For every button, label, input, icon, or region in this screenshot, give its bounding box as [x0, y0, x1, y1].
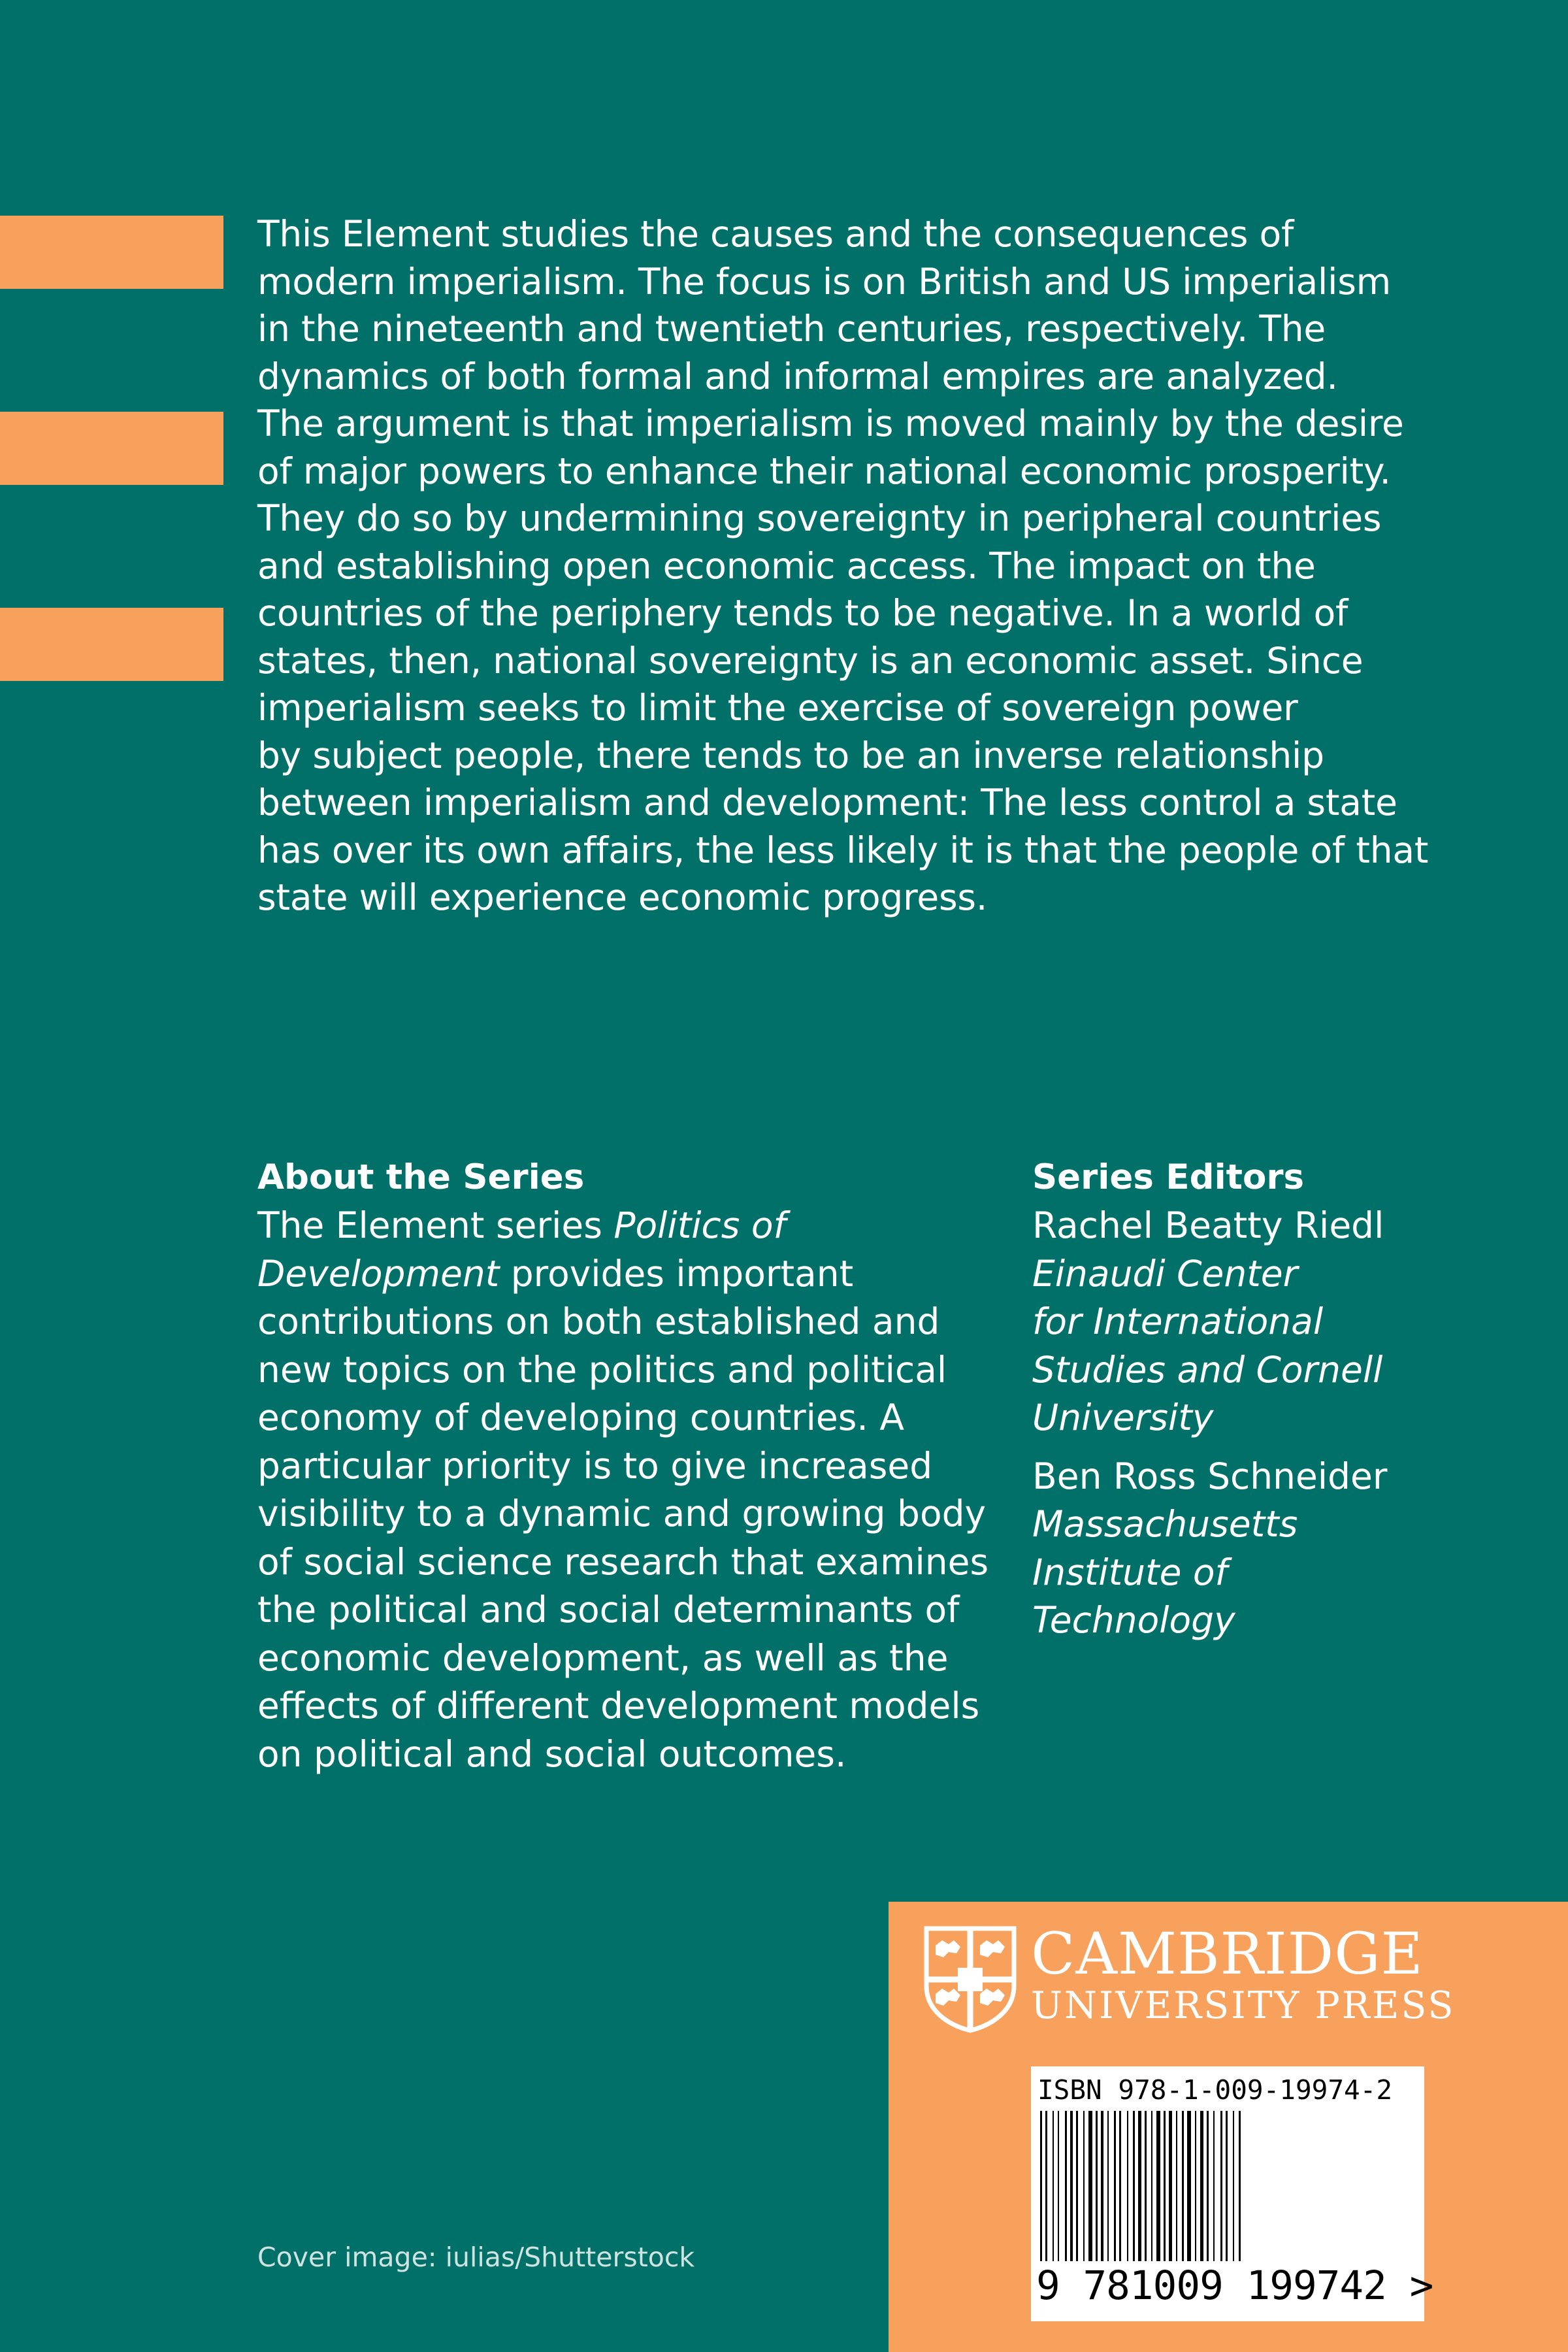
series-title-part: Development — [257, 1252, 500, 1295]
publisher-name-line2: UNIVERSITY PRESS — [1031, 1984, 1456, 2027]
publisher-name — [1031, 1920, 1456, 2027]
about-line: visibility to a dynamic and growing body — [257, 1493, 987, 1534]
about-text: The Element series — [257, 1204, 614, 1246]
about-line — [257, 1250, 1002, 1299]
series-title-part: Politics of — [613, 1204, 786, 1246]
editor-entry — [1032, 1453, 1437, 1645]
editor-entry — [1032, 1202, 1437, 1442]
about-line: particular priority is to give increased — [257, 1444, 933, 1487]
series-editors — [1032, 1153, 1437, 1645]
blurb-line: in the nineteenth and twentieth centuries, respectively. The — [257, 308, 1326, 350]
about-heading: About the Series — [257, 1157, 585, 1197]
about-line — [257, 1202, 1002, 1250]
about-line: on political and social outcomes. — [257, 1732, 847, 1775]
editor-affiliation: Einaudi Center — [1032, 1252, 1298, 1295]
blurb-line: between imperialism and development: The less control a state — [257, 782, 1397, 823]
blurb-line: states, then, national sovereignty is an economic asset. Since — [257, 639, 1364, 682]
about-body — [257, 1202, 1002, 1778]
accent-stripe-top — [0, 216, 223, 289]
cambridge-shield-icon — [924, 1926, 1017, 2033]
blurb-line: modern imperialism. The focus is on British and US imperialism — [257, 260, 1392, 303]
blurb-line: countries of the periphery tends to be negative. In a world of — [257, 592, 1348, 634]
isbn-barcode — [1031, 2066, 1433, 2321]
editor-affiliation: University — [1032, 1397, 1214, 1438]
blurb-line: imperialism seeks to limit the exercise of sovereign power — [257, 687, 1298, 729]
editor-affiliation: Massachusetts — [1032, 1503, 1298, 1545]
editor-affiliation: Institute of — [1032, 1551, 1228, 1593]
about-line: new topics on the politics and political — [257, 1348, 947, 1391]
about-line: contributions on both established and — [257, 1300, 940, 1342]
book-blurb — [257, 210, 1440, 921]
about-line: the political and social determinants of — [257, 1589, 960, 1631]
about-line: economic development, as well as the — [257, 1636, 949, 1679]
blurb-line: by subject people, there tends to be an inverse relationship — [257, 734, 1324, 776]
barcode-digits: 9 781009 199742 > — [1036, 2262, 1433, 2309]
barcode-bars — [1037, 2111, 1418, 2261]
blurb-line: state will experience economic progress. — [257, 876, 988, 918]
editor-affiliation: Studies and Cornell — [1032, 1348, 1383, 1391]
editor-affiliation: for International — [1032, 1300, 1324, 1342]
about-text: provides important — [499, 1252, 854, 1295]
blurb-line: They do so by undermining sovereignty in peripheral countries — [257, 497, 1382, 539]
about-line: effects of different development models — [257, 1685, 980, 1727]
about-line: economy of developing countries. A — [257, 1397, 904, 1438]
about-the-series — [257, 1153, 1002, 1778]
accent-stripe-bottom — [0, 608, 223, 681]
blurb-line: and establishing open economic access. The impact on the — [257, 544, 1316, 587]
editor-name: Ben Ross Schneider — [1032, 1455, 1388, 1497]
spacer — [1032, 1442, 1437, 1453]
editor-name: Rachel Beatty Riedl — [1032, 1204, 1384, 1246]
editor-affiliation: Technology — [1032, 1599, 1235, 1641]
blurb-line: has over its own affairs, the less likely it is that the people of that — [257, 829, 1429, 871]
blurb-line: The argument is that imperialism is moved mainly by the desire — [257, 403, 1404, 444]
accent-stripe-middle — [0, 412, 223, 485]
cover-image-credit: Cover image: iulias/Shutterstock — [257, 2242, 695, 2273]
publisher-name-line1: CAMBRIDGE — [1031, 1920, 1424, 1987]
publisher-panel — [889, 1902, 1568, 2352]
blurb-line: This Element studies the causes and the consequences of — [257, 213, 1294, 255]
editors-heading: Series Editors — [1032, 1157, 1305, 1197]
blurb-line: of major powers to enhance their national economic prosperity. — [257, 450, 1391, 492]
isbn-label: ISBN 978-1-009-19974-2 — [1037, 2074, 1393, 2106]
about-line: of social science research that examines — [257, 1540, 989, 1583]
blurb-line: dynamics of both formal and informal empires are analyzed. — [257, 355, 1338, 397]
